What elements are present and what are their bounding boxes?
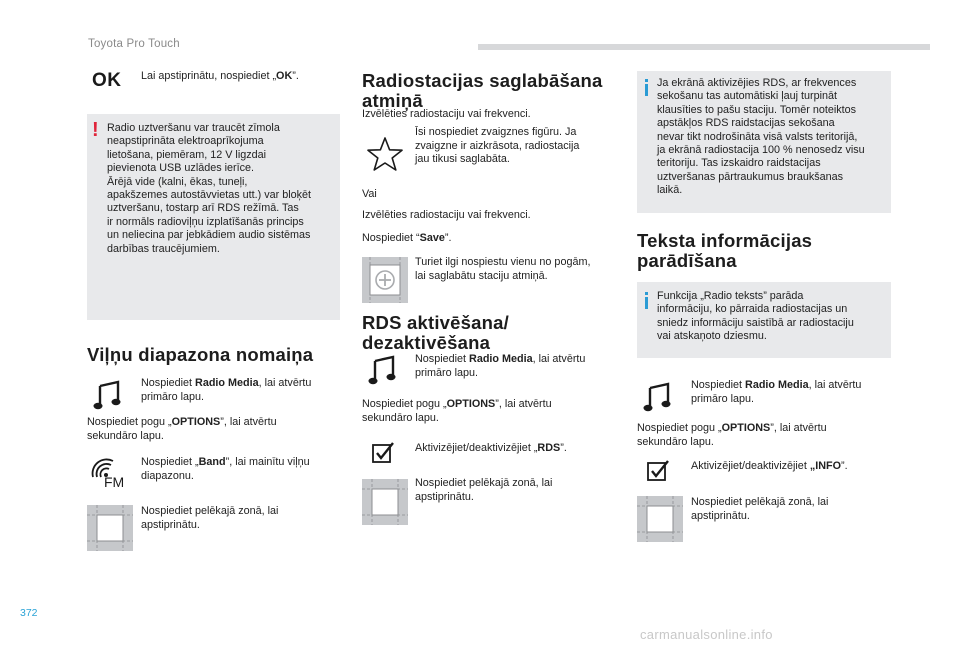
- text-info-heading: [637, 231, 812, 271]
- info-line: nevar tikt nodrošināta visā valsts teritorijā,: [657, 130, 858, 143]
- text: lai saglabātu staciju atmiņā.: [415, 269, 548, 282]
- text: Nospiediet “: [362, 232, 420, 244]
- text: Nospiediet: [415, 353, 470, 365]
- text: primāro lapu.: [141, 390, 205, 403]
- text: ”, lai atvērtu: [495, 398, 552, 410]
- star-icon: [366, 136, 404, 172]
- info-line: klausīties to pašu staciju. Tomēr noteiktos: [657, 103, 857, 116]
- warning-line: pievienota USB uzlādes ierīce.: [107, 162, 255, 175]
- text: ”, lai atvērtu: [220, 416, 277, 428]
- ok-text-post: ”.: [292, 70, 299, 82]
- watermark: carmanualsonline.info: [640, 627, 773, 642]
- text: Nospiediet pelēkajā zonā, lai: [691, 496, 829, 508]
- info-line: teritoriju. Tas izskaidro raidstacijas: [657, 157, 821, 170]
- text: zvaigzne ir aizkrāsota, radiostacija: [415, 139, 580, 152]
- music-note-icon: [92, 380, 124, 410]
- music-note-icon: [642, 382, 674, 412]
- checkbox-icon: [371, 441, 395, 465]
- heading-line: Teksta informācijas: [637, 230, 813, 251]
- text: Nospiediet pelēkajā zonā, lai: [415, 477, 553, 489]
- warning-line: un neliecina par jebkādiem audio sistēmas: [107, 229, 311, 242]
- text: jau tikusi saglabāta.: [415, 153, 510, 166]
- heading-line: Radiostacijas saglabāšana: [362, 70, 603, 91]
- text: Aktivizējiet/deaktivizējiet: [691, 460, 810, 472]
- info-line: apstākļos RDS raidstacijas sekošana: [657, 117, 835, 130]
- text: ”, lai atvērtu: [770, 422, 827, 434]
- text: ”.: [560, 442, 567, 454]
- add-preset-icon: [362, 257, 408, 303]
- radio-media-label: Radio Media: [195, 377, 259, 389]
- ok-text-pre: Lai apstiprinātu, nospiediet „: [141, 70, 277, 82]
- info-line: sniedz informāciju saistībā ar radiostaciju: [657, 316, 854, 329]
- text: , lai atvērtu: [532, 353, 586, 365]
- text: ”.: [444, 232, 452, 244]
- rds-info-note-box: [637, 71, 891, 213]
- info-line: vai atskaņoto dziesmu.: [657, 330, 767, 343]
- warning-note-box: [87, 114, 340, 320]
- ok-instruction: [141, 70, 299, 84]
- header-divider-bar: [478, 44, 930, 50]
- header-title: Toyota Pro Touch: [88, 38, 180, 50]
- info-line: Ja ekrānā aktivizējies RDS, ar frekvences: [657, 77, 857, 89]
- text: , lai atvērtu: [808, 379, 862, 391]
- text: Aktivizējiet/deaktivizējiet „: [415, 442, 538, 454]
- warning-line: lietošana, piemēram, 12 V ligzdai: [107, 148, 267, 161]
- warning-line: Ārējā vide (kalni, ēkas, tuneļi,: [107, 175, 248, 188]
- text: ”.: [841, 460, 848, 472]
- or-text: Vai: [362, 188, 377, 200]
- info-line: Funkcija „Radio teksts” parāda: [657, 290, 804, 302]
- heading-line: dezaktivēšana: [362, 332, 491, 353]
- options-label: OPTIONS: [171, 416, 221, 428]
- info-icon: [645, 292, 648, 309]
- save-station-heading: [362, 71, 602, 111]
- rds-info-text: [657, 77, 865, 198]
- text: primāro lapu.: [691, 392, 755, 405]
- rds-step-grey-zone: [415, 477, 552, 504]
- ok-text-bold: OK: [276, 70, 293, 82]
- checkbox-icon: [646, 459, 670, 483]
- grey-zone-icon: [637, 496, 683, 542]
- text: apstiprinātu.: [415, 490, 474, 503]
- warning-line: Radio uztveršanu var traucēt zīmola: [107, 122, 280, 134]
- info-line: laikā.: [657, 184, 683, 197]
- text: sekundāro lapu.: [362, 411, 439, 424]
- info-line: informāciju, ko pārraida radiostacijas un: [657, 303, 848, 316]
- plus-instruction: [415, 256, 590, 283]
- options-label: OPTIONS: [446, 398, 496, 410]
- text: apstiprinātu.: [141, 518, 200, 531]
- warning-line: uztveršanu, tostarp arī RDS režīmā. Tas: [107, 202, 299, 215]
- rds-heading: [362, 313, 509, 353]
- save-label: Save: [419, 232, 445, 244]
- text: diapazonu.: [141, 469, 194, 482]
- grey-zone-icon: [87, 505, 133, 551]
- warning-text: [107, 122, 311, 256]
- band-section-heading: Viļņu diapazona nomaiņa: [87, 344, 314, 365]
- ok-icon: OK: [92, 70, 122, 91]
- text: Nospiediet: [141, 377, 196, 389]
- text: ”, lai mainītu viļņu: [225, 456, 310, 468]
- save-intro: Izvēlēties radiostaciju vai frekvenci.: [362, 108, 531, 120]
- info-line: sekošanu tas automātiski ļauj turpināt: [657, 90, 838, 103]
- warning-icon: !: [92, 119, 99, 141]
- heading-line: parādīšana: [637, 250, 737, 271]
- warning-line: apakšzemes autostāvvietas utt.) var bloķēt: [107, 189, 312, 202]
- text: , lai atvērtu: [258, 377, 312, 389]
- music-note-icon: [367, 355, 399, 385]
- heading-line: atmiņā: [362, 90, 423, 111]
- radio-media-label: Radio Media: [745, 379, 809, 391]
- text: primāro lapu.: [415, 366, 479, 379]
- grey-zone-icon: [362, 479, 408, 525]
- info-step-radio-media: [691, 379, 861, 406]
- fm-radio-icon: [87, 455, 127, 493]
- text: apstiprinātu.: [691, 509, 750, 522]
- info-line: ja ekrānā radiostacija 100 % nenosedz visu: [657, 144, 865, 157]
- rds-step-options: [362, 398, 552, 425]
- text: Nospiediet pogu „: [637, 422, 722, 434]
- band-label: Band: [198, 456, 226, 468]
- rds-toggle-instruction: [415, 442, 567, 456]
- save-intro-2: Izvēlēties radiostaciju vai frekvenci.: [362, 209, 531, 221]
- info-toggle-instruction: [691, 460, 848, 474]
- text: Īsi nospiediet zvaigznes figūru. Ja: [415, 126, 577, 138]
- radio-text-note-box: [637, 282, 891, 358]
- text: Nospiediet pelēkajā zonā, lai: [141, 505, 279, 517]
- text: Nospiediet pogu „: [87, 416, 172, 428]
- info-line: uztveršanas pārtraukumus braukšanas: [657, 170, 844, 183]
- options-label: OPTIONS: [721, 422, 771, 434]
- text: Nospiediet: [691, 379, 746, 391]
- info-label: „INFO: [809, 460, 842, 472]
- rds-step-radio-media: [415, 353, 585, 380]
- fm-label: FM: [104, 474, 125, 490]
- radio-text-info: [657, 290, 854, 344]
- text: Nospiediet pogu „: [362, 398, 447, 410]
- save-instruction: [362, 232, 451, 246]
- text: Turiet ilgi nospiestu vienu no pogām,: [415, 256, 591, 268]
- radio-media-label: Radio Media: [469, 353, 533, 365]
- warning-line: ir normāls radioviļņu izplatīšanās princips: [107, 215, 304, 228]
- text: sekundāro lapu.: [637, 435, 714, 448]
- info-step-options: [637, 422, 827, 449]
- heading-line: RDS aktivēšana/: [362, 312, 509, 333]
- info-icon: [645, 79, 648, 96]
- band-step-options: [87, 416, 277, 443]
- warning-line: neapstiprināta elektroaprīkojuma: [107, 135, 264, 148]
- text: sekundāro lapu.: [87, 429, 164, 442]
- band-step-band: [141, 456, 310, 483]
- band-step-radio-media: [141, 377, 311, 404]
- star-instruction: [415, 126, 579, 167]
- band-step-grey-zone: [141, 505, 278, 532]
- rds-label: RDS: [537, 442, 561, 454]
- warning-line: darbības traucējumiem.: [107, 242, 220, 255]
- page-number: 372: [20, 607, 38, 619]
- text: Nospiediet „: [141, 456, 199, 468]
- info-step-grey-zone: [691, 496, 828, 523]
